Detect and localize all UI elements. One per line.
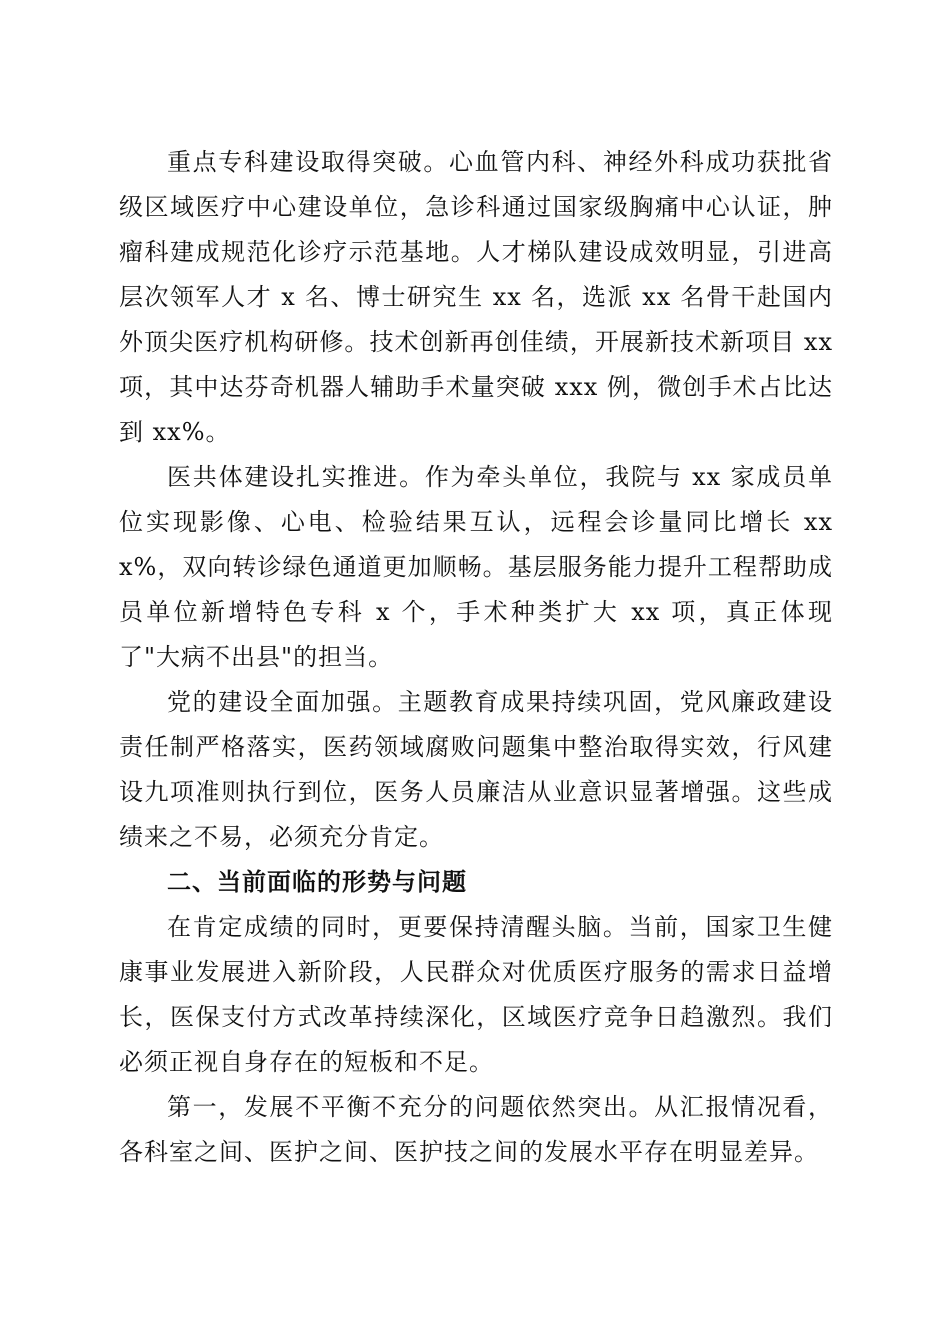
document-body <box>119 140 833 1175</box>
paragraph-specialty-building: 重点专科建设取得突破。心血管内科、神经外科成功获批省级区域医疗中心建设单位，急诊科通过国家级胸痛中心认证，肿瘤科建成规范化诊疗示范基地。人才梯队建设成效明显，引进高层次领军人才 x 名、博士研究生 xx 名，选派 xx 名骨干赴国内外顶尖医疗机构研修。技术创新再创佳绩，开展新技术新项目 xx 项，其中达芬奇机器人辅助手术量突破 xxx 例，微创手术占比达到 xx%。 <box>119 148 833 446</box>
section-heading: 二、当前面临的形势与问题 <box>167 868 467 896</box>
paragraph-party-building: 党的建设全面加强。主题教育成果持续巩固，党风廉政建设责任制严格落实，医药领域腐败问题集中整治取得实效，行风建设九项准则执行到位，医务人员廉洁从业意识显著增强。这些成绩来之不易，必须充分肯定。 <box>119 688 833 851</box>
paragraph-section-intro: 在肯定成绩的同时，更要保持清醒头脑。当前，国家卫生健康事业发展进入新阶段，人民群众对优质医疗服务的需求日益增长，医保支付方式改革持续深化，区域医疗竞争日趋激烈。我们必须正视自身存在的短板和不足。 <box>119 913 833 1076</box>
paragraph-medical-alliance: 医共体建设扎实推进。作为牵头单位，我院与 xx 家成员单位实现影像、心电、检验结果互认，远程会诊量同比增长 xxx%，双向转诊绿色通道更加顺畅。基层服务能力提升工程帮助成员单位新增特色专科 x 个，手术种类扩大 xx 项，真正体现了"大病不出县"的担当。 <box>119 463 833 671</box>
paragraph-point-one: 第一，发展不平衡不充分的问题依然突出。从汇报情况看，各科室之间、医护之间、医护技之间的发展水平存在明显差异。 <box>119 1093 833 1166</box>
